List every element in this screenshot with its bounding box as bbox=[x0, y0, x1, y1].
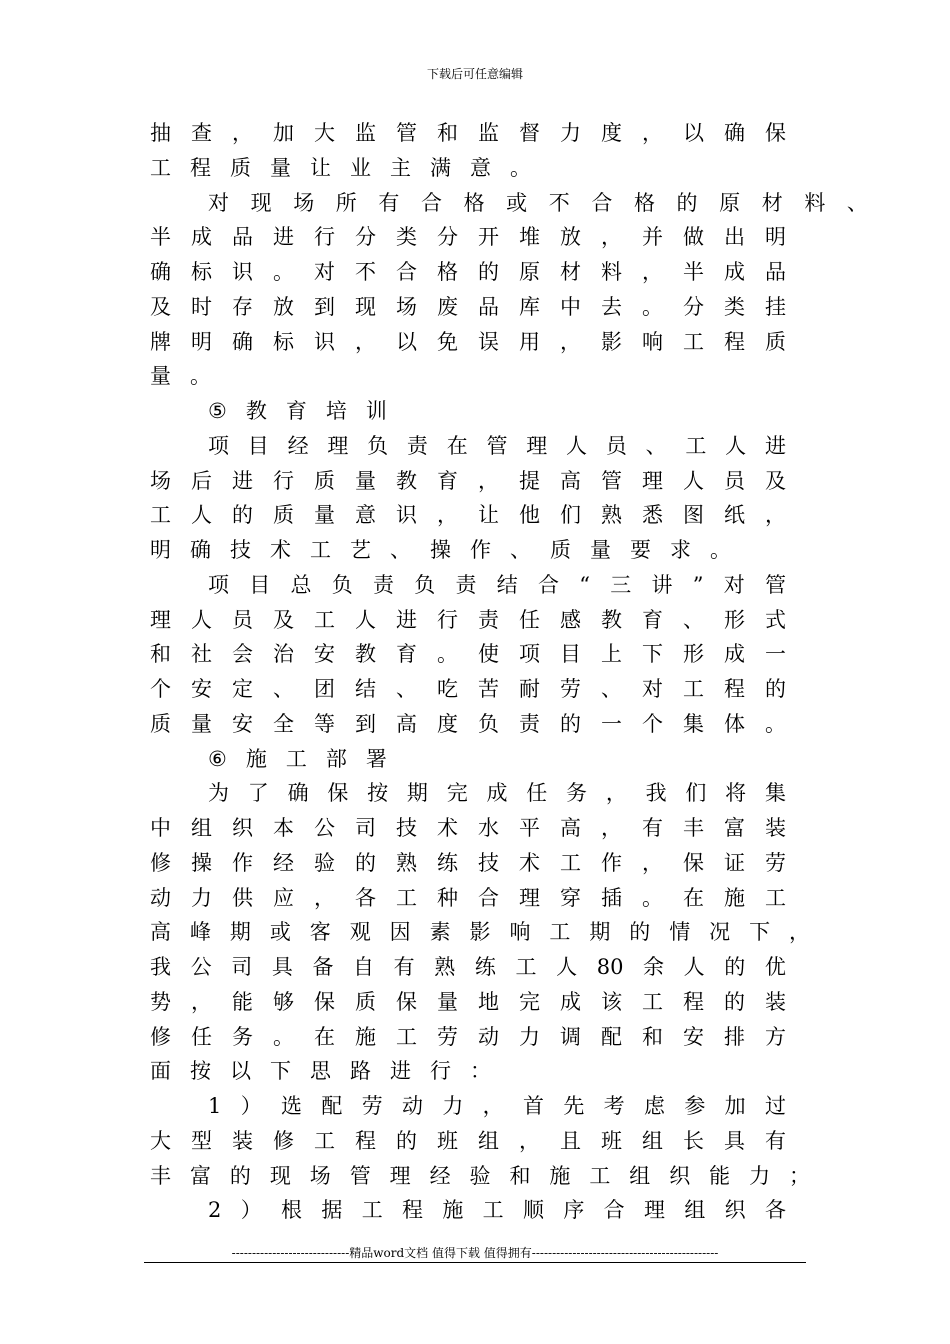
text-line: 项 目 总 负 责 负 责 结 合 “ 三 讲 ” 对 管 bbox=[208, 572, 786, 597]
text-line: 1 ） 选 配 劳 动 力 ， 首 先 考 虑 参 加 过 bbox=[208, 1094, 786, 1118]
text-line: 质 量 安 全 等 到 高 度 负 责 的 一 个 集 体 。 bbox=[150, 711, 786, 736]
text-line: 中 组 织 本 公 司 技 术 水 平 高 ， 有 丰 富 装 bbox=[150, 816, 786, 840]
text-line: 工 人 的 质 量 意 识 ， 让 他 们 熟 悉 图 纸 ， bbox=[150, 503, 786, 528]
footer-divider bbox=[144, 1262, 806, 1263]
page-footer: -----------------------------精品word文档 值得下载 值得拥有---------------------------------------------- bbox=[231, 1246, 719, 1260]
text-line: 抽 查 ， 加 大 监 管 和 监 督 力 度 ， 以 确 保 bbox=[150, 121, 786, 145]
text-line: 半 成 品 进 行 分 类 分 开 堆 放 ， 并 做 出 明 bbox=[150, 225, 786, 250]
text-line: 个 安 定 、 团 结 、 吃 苦 耐 劳 、 对 工 程 的 bbox=[150, 677, 786, 701]
text-line: ⑤ 教 育 培 训 bbox=[208, 399, 387, 423]
text-line: 面 按 以 下 思 路 进 行 ： bbox=[150, 1059, 491, 1084]
text-line: 和 社 会 治 安 教 育 。 使 项 目 上 下 形 成 一 bbox=[150, 642, 786, 667]
text-line: 量 。 bbox=[150, 364, 211, 389]
text-line: 对 现 场 所 有 合 格 或 不 合 格 的 原 材 料 、 bbox=[208, 190, 868, 215]
text-line: 修 任 务 。 在 施 工 劳 动 力 调 配 和 安 排 方 bbox=[150, 1024, 786, 1049]
page-header: 下载后可任意编辑 bbox=[426, 67, 523, 81]
text-line: 工 程 质 量 让 业 主 满 意 。 bbox=[150, 155, 531, 180]
text-line: 修 操 作 经 验 的 熟 练 技 术 工 作 ， 保 证 劳 bbox=[150, 850, 786, 875]
text-line: 丰 富 的 现 场 管 理 经 验 和 施 工 组 织 能 力 ； bbox=[150, 1163, 810, 1188]
text-line: 理 人 员 及 工 人 进 行 责 任 感 教 育 、 形 式 bbox=[150, 607, 786, 632]
text-line: 高 峰 期 或 客 观 因 素 影 响 工 期 的 情 况 下 ， bbox=[150, 920, 810, 945]
text-line: 及 时 存 放 到 现 场 废 品 库 中 去 。 分 类 挂 bbox=[150, 294, 786, 319]
text-line: 场 后 进 行 质 量 教 育 ， 提 高 管 理 人 员 及 bbox=[150, 468, 786, 493]
text-line: 势 ， 能 够 保 质 保 量 地 完 成 该 工 程 的 装 bbox=[150, 989, 786, 1014]
text-line: 大 型 装 修 工 程 的 班 组 ， 且 班 组 长 具 有 bbox=[150, 1128, 786, 1153]
text-line: ⑥ 施 工 部 署 bbox=[208, 746, 387, 771]
text-line: 明 确 技 术 工 艺 、 操 作 、 质 量 要 求 。 bbox=[150, 538, 731, 562]
text-line: 牌 明 确 标 识 ， 以 免 误 用 ， 影 响 工 程 质 bbox=[150, 329, 786, 354]
text-line: 动 力 供 应 ， 各 工 种 合 理 穿 插 。 在 施 工 bbox=[150, 885, 786, 910]
text-line: 项 目 经 理 负 责 在 管 理 人 员 、 工 人 进 bbox=[208, 433, 786, 458]
text-line: 确 标 识 。 对 不 合 格 的 原 材 料 ， 半 成 品 bbox=[150, 260, 786, 284]
text-line: 我 公 司 具 备 自 有 熟 练 工 人 80 余 人 的 优 bbox=[150, 955, 786, 979]
text-line: 为 了 确 保 按 期 完 成 任 务 ， 我 们 将 集 bbox=[208, 781, 786, 806]
document-body bbox=[150, 116, 868, 1228]
text-line: 2 ） 根 据 工 程 施 工 顺 序 合 理 组 织 各 bbox=[208, 1198, 786, 1223]
